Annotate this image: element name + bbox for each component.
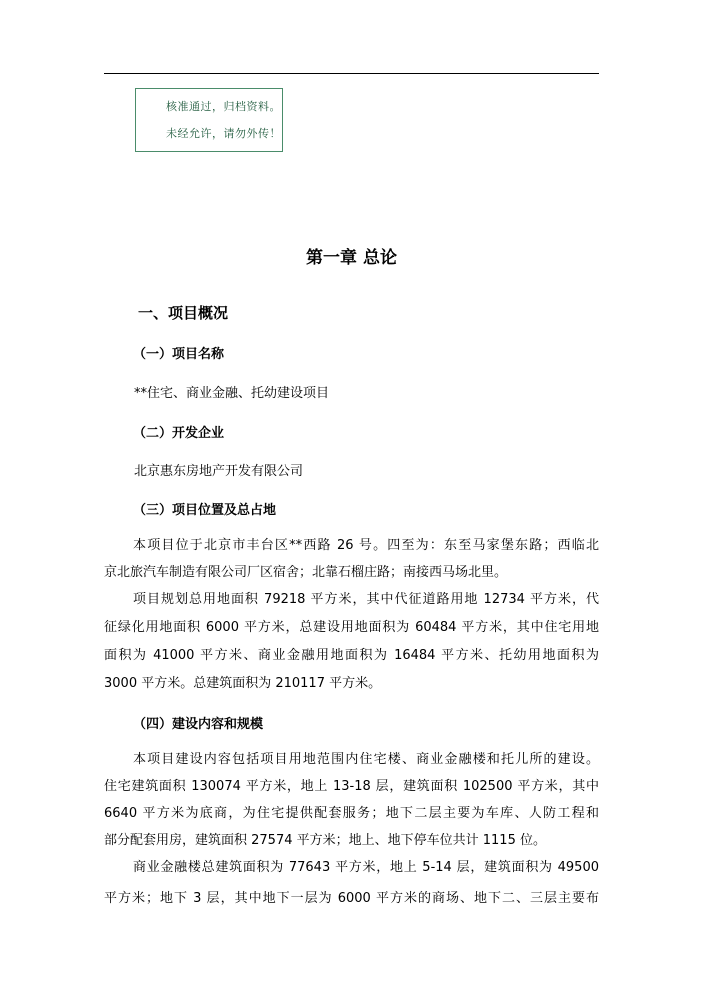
paragraph-line: 京北旅汽车制造有限公司厂区宿舍；北靠石榴庄路；南接西马场北里。 [104, 565, 508, 580]
paragraph-line: 部分配套用房，建筑面积 27574 平方米；地上、地下停车位共计 1115 位。 [104, 833, 546, 848]
paragraph-line: 商业金融楼总建筑面积为 77643 平方米，地上 5-14 层，建筑面积为 49500 [133, 860, 599, 875]
location-paragraph [104, 536, 599, 580]
paragraph-line: 征绿化用地面积 6000 平方米，总建设用地面积为 60484 平方米，其中住宅用地 [104, 620, 599, 635]
land-area-paragraph [104, 590, 599, 690]
paragraph-line: 项目规划总用地面积 79218 平方米，其中代征道路用地 12734 平方米，代 [133, 592, 599, 607]
subheading-construction-scale: （四）建设内容和规模 [133, 717, 264, 732]
paragraph-line: 住宅建筑面积 130074 平方米，地上 13-18 层，建筑面积 102500 平方米，其中 [104, 779, 599, 794]
paragraph-line: 本项目位于北京市丰台区**西路 26 号。四至为：东至马家堡东路；西临北 [133, 538, 599, 553]
header-rule [104, 73, 599, 74]
subheading-project-name: （一）项目名称 [133, 347, 225, 362]
developer-text: 北京惠东房地产开发有限公司 [134, 464, 304, 479]
stamp-line-2: 未经允许，请勿外传！ [166, 127, 281, 140]
paragraph-line: 6640 平方米为底商，为住宅提供配套服务；地下二层主要为车库、人防工程和 [104, 806, 599, 821]
stamp-line-1: 核准通过，归档资料。 [166, 100, 281, 113]
paragraph-line: 平方米；地下 3 层，其中地下一层为 6000 平方米的商场、地下二、三层主要布 [104, 891, 599, 906]
paragraph-line: 面积为 41000 平方米、商业金融用地面积为 16484 平方米、托幼用地面积为 [104, 648, 599, 663]
chapter-title: 第一章 总论 [306, 248, 397, 268]
section-heading-overview: 一、项目概况 [138, 304, 229, 322]
commercial-paragraph [104, 858, 599, 908]
subheading-developer: （二）开发企业 [133, 426, 225, 441]
approval-stamp-box [135, 88, 283, 152]
subheading-location-area: （三）项目位置及总占地 [133, 503, 277, 518]
paragraph-line: 3000 平方米。总建筑面积为 210117 平方米。 [104, 676, 382, 691]
project-name-text: **住宅、商业金融、托幼建设项目 [134, 386, 330, 401]
paragraph-line: 本项目建设内容包括项目用地范围内住宅楼、商业金融楼和托儿所的建设。 [133, 752, 599, 767]
residential-paragraph [104, 750, 599, 860]
